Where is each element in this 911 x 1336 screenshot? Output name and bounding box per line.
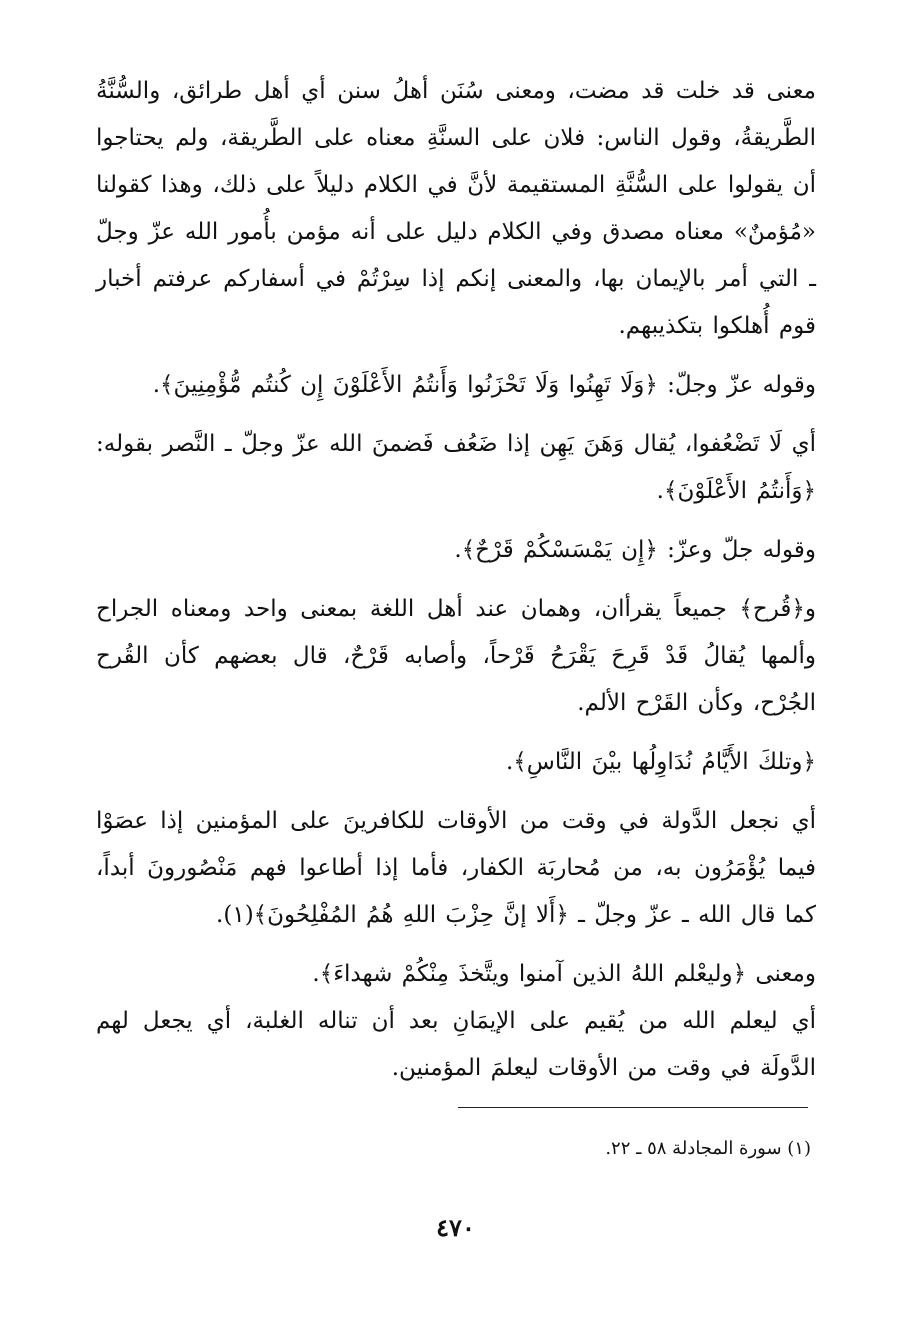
paragraph-1: معنى قد خلت قد مضت، ومعنى سُنَن أهلُ سنن أي أهل طرائق، والسُّنَّةُ الطَّريقةُ، وقول الناس: فلان على السنَّةِ معناه على الطَّريقة، ولم يحتاجوا أن يقولوا على السُّنَّةِ المستقيمة لأنَّ في الكلام دليلاً على ذلك، وهذا كقولنا «مُؤمنٌ» معناه مصدق وفي الكلام دليل على أنه مؤمن بأُمور الله عزّ وجلّ ـ التي أمر بالإيمان بها، والمعنى إنكم إذا سِرْتُمْ في أسفاركم عرفتم أخبار قوم أُهلكوا بتكذيبهم. <box>96 78 816 339</box>
paragraph-7: أي نجعل الدَّولة في وقت من الأوقات للكافرينَ على المؤمنين إذا عصَوْا فيما يُؤْمَرُون به، من مُحاربَة الكفار، فأما إذا أطاعوا فهم مَنْصُورونَ أبداً، كما قال الله ـ عزّ وجلّ ـ ﴿أَلا إنَّ حِزْبَ اللهِ هُمُ المُفْلِحُونَ﴾(١). <box>96 808 816 928</box>
paragraph-3: أي لَا تَضْعُفوا، يُقال وَهَنَ يَهِن إذا ضَعُف فَضمنَ الله عزّ وجلّ ـ النَّصر بقوله: ﴿وَأَنتُمُ الأَعْلَوْنَ﴾. <box>96 431 816 504</box>
footnote: (١) سورة المجادلة ٥٨ ـ ٢٢. <box>605 1138 811 1159</box>
paragraph-8: ومعنى ﴿وليعْلم اللهُ الذين آمنوا ويتَّخذَ مِنْكُمْ شهداءَ﴾. <box>312 961 816 987</box>
paragraph-4: وقوله جلّ وعزّ: ﴿إِن يَمْسَسْكُمْ قَرْحٌ﴾. <box>454 537 816 563</box>
page-number: ٤٧٠ <box>436 1213 475 1242</box>
paragraph-9: أي ليعلم الله من يُقيم على الإيمَانِ بعد أن تناله الغلبة، أي يجعل لهم الدَّولَة في وقت من الأوقات ليعلمَ المؤمنين. <box>96 1008 816 1081</box>
main-text <box>96 68 816 1092</box>
paragraph-6: ﴿وتلكَ الأَيَّامُ نُدَاوِلُها بيْنَ النَّاسِ﴾. <box>505 749 816 775</box>
paragraph-2: وقوله عزّ وجلّ: ﴿وَلَا تَهِنُوا وَلَا تَحْزَنُوا وَأَنتُمُ الأَعْلَوْنَ إِن كُنتُم مُّؤْمِنِينَ﴾. <box>152 372 816 398</box>
paragraph-5: و﴿قُرح﴾ جميعاً يقرأان، وهمان عند أهل اللغة بمعنى واحد ومعناه الجراح وألمها يُقالُ قَدْ قَرِحَ يَقْرَحُ قَرْحاً، وأصابه قَرْحٌ، قال بعضهم كأن القُرح الجُرْح، وكأن القَرْح الألم. <box>96 596 816 716</box>
footnote-divider <box>458 1107 808 1108</box>
